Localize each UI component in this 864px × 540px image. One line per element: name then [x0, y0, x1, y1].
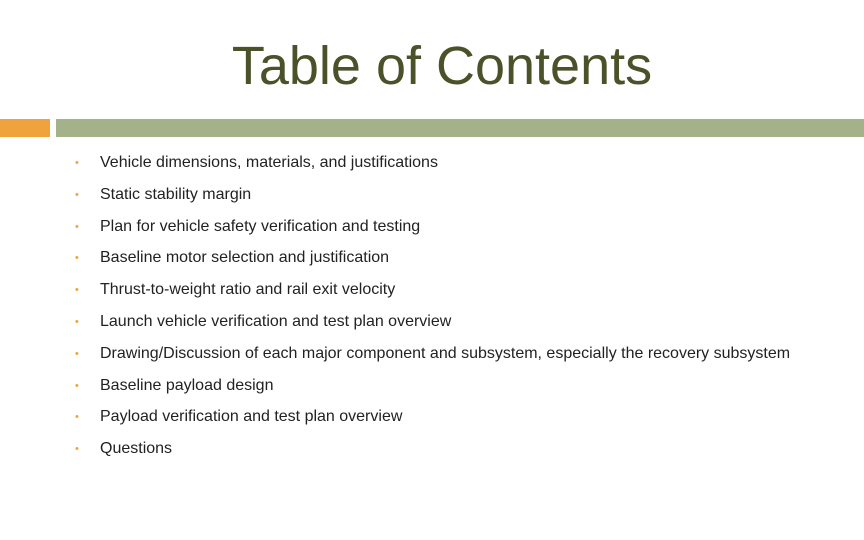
bullet-text: Drawing/Discussion of each major component and subsystem, especially the recovery subsystem [100, 344, 791, 362]
bullet-dot-icon: • [75, 315, 79, 328]
bullet-dot-icon: • [75, 188, 79, 201]
bullet-dot-icon: • [75, 252, 79, 265]
bullet-item [0, 152, 864, 174]
bullet-text: Questions [100, 440, 173, 458]
bullet-dot-icon: • [75, 284, 79, 297]
bullet-dot-icon: • [75, 443, 79, 456]
bullet-dot-icon: • [75, 379, 79, 392]
slide-title: Table of Contents [231, 36, 653, 96]
bullet-item [0, 216, 864, 238]
accent-bar-orange [0, 119, 50, 137]
bullet-text: Baseline motor selection and justification [100, 249, 390, 267]
bullet-dot-icon: • [75, 411, 79, 424]
bullet-text: Plan for vehicle safety verification and testing [100, 217, 421, 235]
bullet-dot-icon: • [75, 157, 79, 169]
bullet-item [0, 406, 864, 428]
bullet-list [0, 152, 864, 470]
bullet-item [0, 311, 864, 333]
bullet-item [0, 279, 864, 301]
bullet-text: Static stability margin [100, 185, 252, 203]
bullet-text: Payload verification and test plan overview [100, 408, 403, 426]
accent-bar-green [56, 119, 864, 137]
bullet-dot-icon: • [75, 347, 79, 360]
bullet-item [0, 438, 864, 460]
bullet-text: Launch vehicle verification and test plan overview [100, 312, 452, 330]
bullet-text: Baseline payload design [100, 376, 274, 394]
bullet-item [0, 343, 864, 365]
bullet-text: Vehicle dimensions, materials, and justifications [100, 154, 438, 171]
bullet-dot-icon: • [75, 220, 79, 233]
bullet-item [0, 375, 864, 397]
bullet-item [0, 184, 864, 206]
bullet-text: Thrust-to-weight ratio and rail exit velocity [100, 281, 396, 299]
bullet-item [0, 247, 864, 269]
